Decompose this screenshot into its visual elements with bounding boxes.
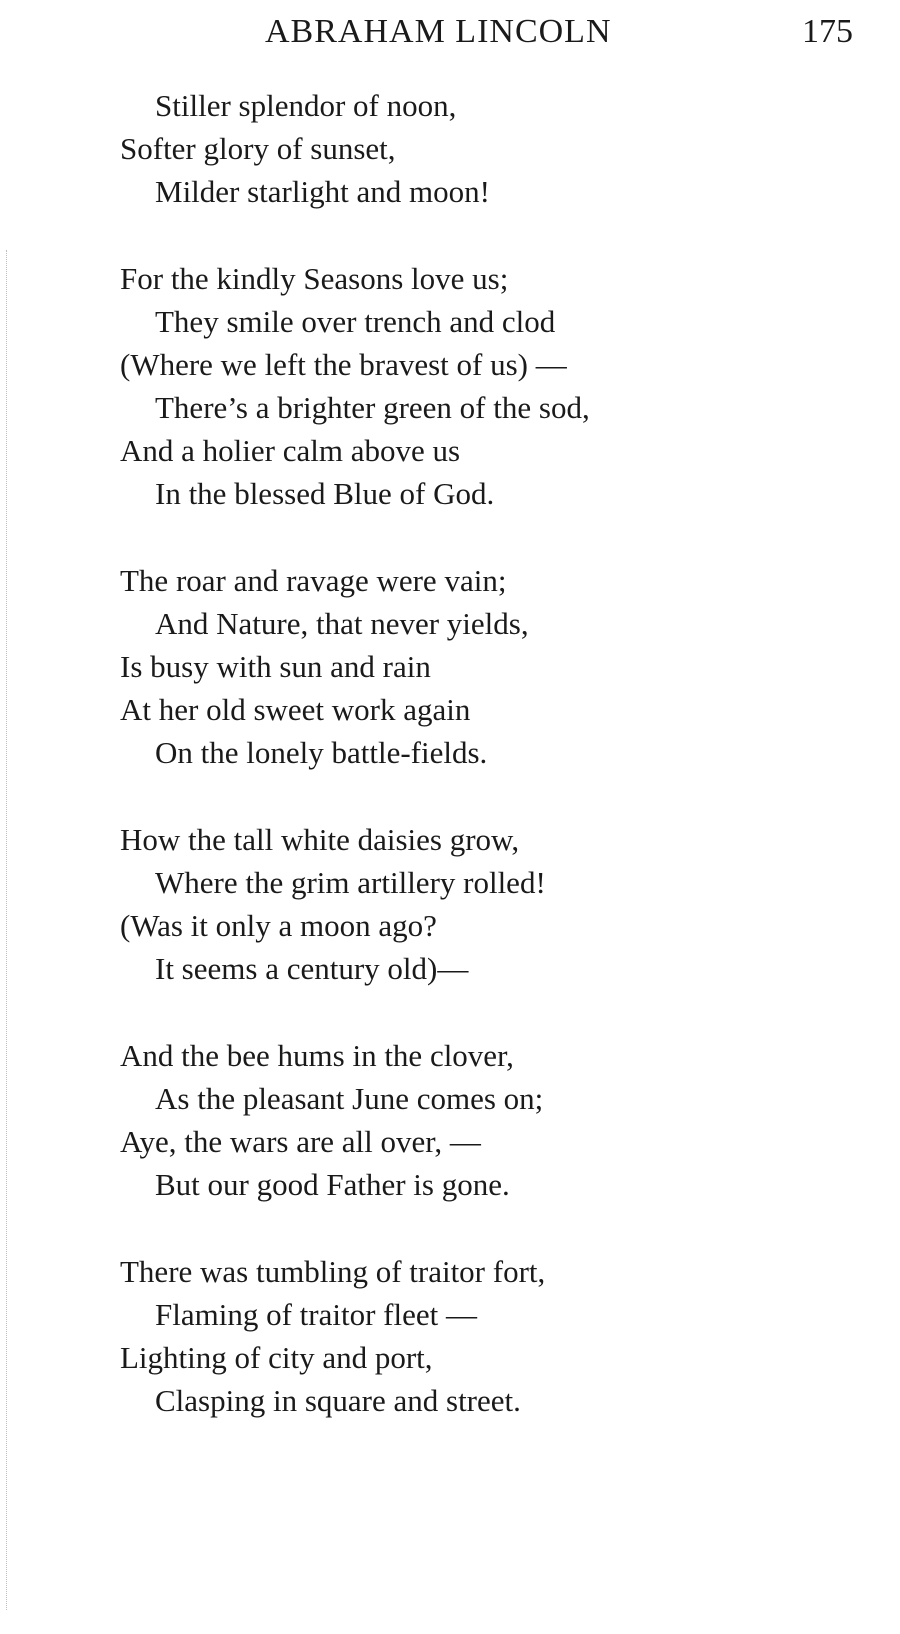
poem-line: They smile over trench and clod [155,304,556,339]
stanza-4 [0,818,900,990]
poem-line: As the pleasant June comes on; [155,1081,544,1116]
stanza-1 [0,84,900,213]
poem-line: Aye, the wars are all over, — [120,1124,481,1159]
stanza-3 [0,559,900,774]
poem-line: It seems a century old)— [155,951,469,986]
stanza-2 [0,257,900,515]
stanza-6 [0,1250,900,1422]
poem-line: Milder starlight and moon! [155,174,490,209]
running-title: ABRAHAM LINCOLN [265,13,612,50]
poem-body [0,84,900,1466]
poem-line: Clasping in square and street. [155,1383,521,1418]
poem-line: Lighting of city and port, [120,1340,433,1375]
poem-line: (Was it only a moon ago? [120,908,437,943]
poem-line: How the tall white daisies grow, [120,822,520,857]
poem-line: (Where we left the bravest of us) — [120,347,567,382]
poem-line: But our good Father is gone. [155,1167,510,1202]
poem-line: At her old sweet work again [120,692,471,727]
poem-line: There was tumbling of traitor fort, [120,1254,546,1289]
poem-line: Softer glory of sunset, [120,131,396,166]
poem-line: In the blessed Blue of God. [155,476,495,511]
poem-line: On the lonely battle-fields. [155,735,488,770]
poem-line: For the kindly Seasons love us; [120,261,509,296]
poem-line: And the bee hums in the clover, [120,1038,514,1073]
poem-line: Where the grim artillery rolled! [155,865,546,900]
poem-line: And Nature, that never yields, [155,606,529,641]
stanza-5 [0,1034,900,1206]
poem-line: And a holier calm above us [120,433,461,468]
poem-line: Is busy with sun and rain [120,649,431,684]
poem-line: There’s a brighter green of the sod, [155,390,590,425]
page-header [0,8,900,56]
page-number: 175 [802,13,853,50]
poem-line: Flaming of traitor fleet — [155,1297,477,1332]
poem-line: Stiller splendor of noon, [155,88,457,123]
poem-line: The roar and ravage were vain; [120,563,507,598]
